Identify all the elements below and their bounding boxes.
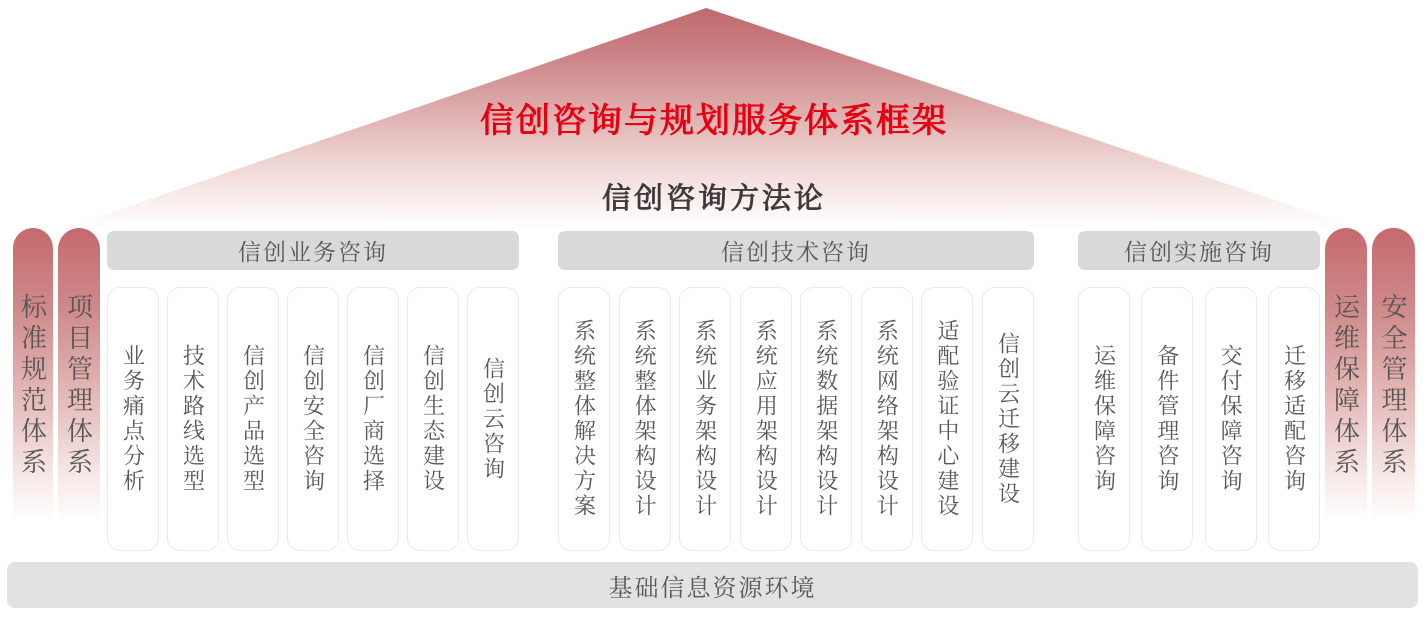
service-column-label: 业务痛点分析 bbox=[120, 344, 146, 494]
service-column-label: 系统整体解决方案 bbox=[571, 319, 597, 519]
pillar-standard-spec-system bbox=[13, 228, 53, 543]
service-column bbox=[467, 287, 519, 551]
service-column-label: 交付保障咨询 bbox=[1218, 344, 1244, 494]
service-column-label: 信创产品选型 bbox=[240, 344, 266, 494]
service-column-label: 信创云咨询 bbox=[480, 356, 506, 482]
foundation-environment-bar bbox=[7, 562, 1418, 608]
service-column-label: 适配验证中心建设 bbox=[934, 319, 960, 519]
service-column bbox=[287, 287, 339, 551]
service-column bbox=[1078, 287, 1130, 551]
pillar-label: 安全管理体系 bbox=[1378, 292, 1408, 479]
group-header: 信创技术咨询 bbox=[558, 231, 1034, 270]
service-column-label: 运维保障咨询 bbox=[1091, 344, 1117, 494]
service-column bbox=[982, 287, 1034, 551]
service-column bbox=[227, 287, 279, 551]
service-column bbox=[1268, 287, 1320, 551]
group-technology-consulting bbox=[558, 231, 1034, 551]
pillar-label: 运维保障体系 bbox=[1330, 292, 1361, 479]
group-business-consulting bbox=[107, 231, 519, 551]
group-header: 信创业务咨询 bbox=[107, 231, 519, 270]
service-column-label: 信创云迁移建设 bbox=[995, 331, 1021, 507]
group-implementation-consulting bbox=[1078, 231, 1320, 551]
service-column bbox=[167, 287, 219, 551]
service-column-label: 系统整体架构设计 bbox=[632, 319, 658, 519]
service-column-label: 技术路线选型 bbox=[180, 344, 206, 494]
group-columns bbox=[558, 287, 1034, 551]
service-column bbox=[800, 287, 852, 551]
foundation-environment-label: 基础信息资源环境 bbox=[608, 574, 817, 602]
service-column bbox=[619, 287, 671, 551]
service-column bbox=[679, 287, 731, 551]
pillar-label: 标准规范体系 bbox=[17, 292, 48, 479]
pillar-ops-assurance-system bbox=[1325, 228, 1367, 543]
group-header: 信创实施咨询 bbox=[1078, 231, 1320, 270]
service-column-label: 系统网络架构设计 bbox=[874, 319, 900, 519]
service-column bbox=[107, 287, 159, 551]
service-column bbox=[740, 287, 792, 551]
service-column bbox=[407, 287, 459, 551]
service-column-label: 系统应用架构设计 bbox=[753, 319, 779, 519]
service-column-label: 信创安全咨询 bbox=[300, 344, 326, 494]
service-column-label: 系统业务架构设计 bbox=[692, 319, 718, 519]
service-column bbox=[921, 287, 973, 551]
methodology-subtitle: 信创咨询方法论 bbox=[601, 183, 826, 215]
pillar-project-management-system bbox=[58, 228, 100, 543]
service-column-label: 迁移适配咨询 bbox=[1281, 344, 1307, 494]
page-title: 信创咨询与规划服务体系框架 bbox=[480, 102, 948, 140]
service-column bbox=[347, 287, 399, 551]
service-column bbox=[1141, 287, 1193, 551]
service-column bbox=[861, 287, 913, 551]
pillar-security-management-system bbox=[1372, 228, 1415, 543]
pillar-label: 项目管理体系 bbox=[63, 292, 94, 479]
service-column-label: 系统数据架构设计 bbox=[813, 319, 839, 519]
group-columns bbox=[1078, 287, 1320, 551]
service-column bbox=[1205, 287, 1257, 551]
service-column-label: 备件管理咨询 bbox=[1154, 344, 1180, 494]
service-column-label: 信创厂商选择 bbox=[360, 344, 386, 494]
service-column-label: 信创生态建设 bbox=[420, 344, 446, 494]
service-column bbox=[558, 287, 610, 551]
group-columns bbox=[107, 287, 519, 551]
